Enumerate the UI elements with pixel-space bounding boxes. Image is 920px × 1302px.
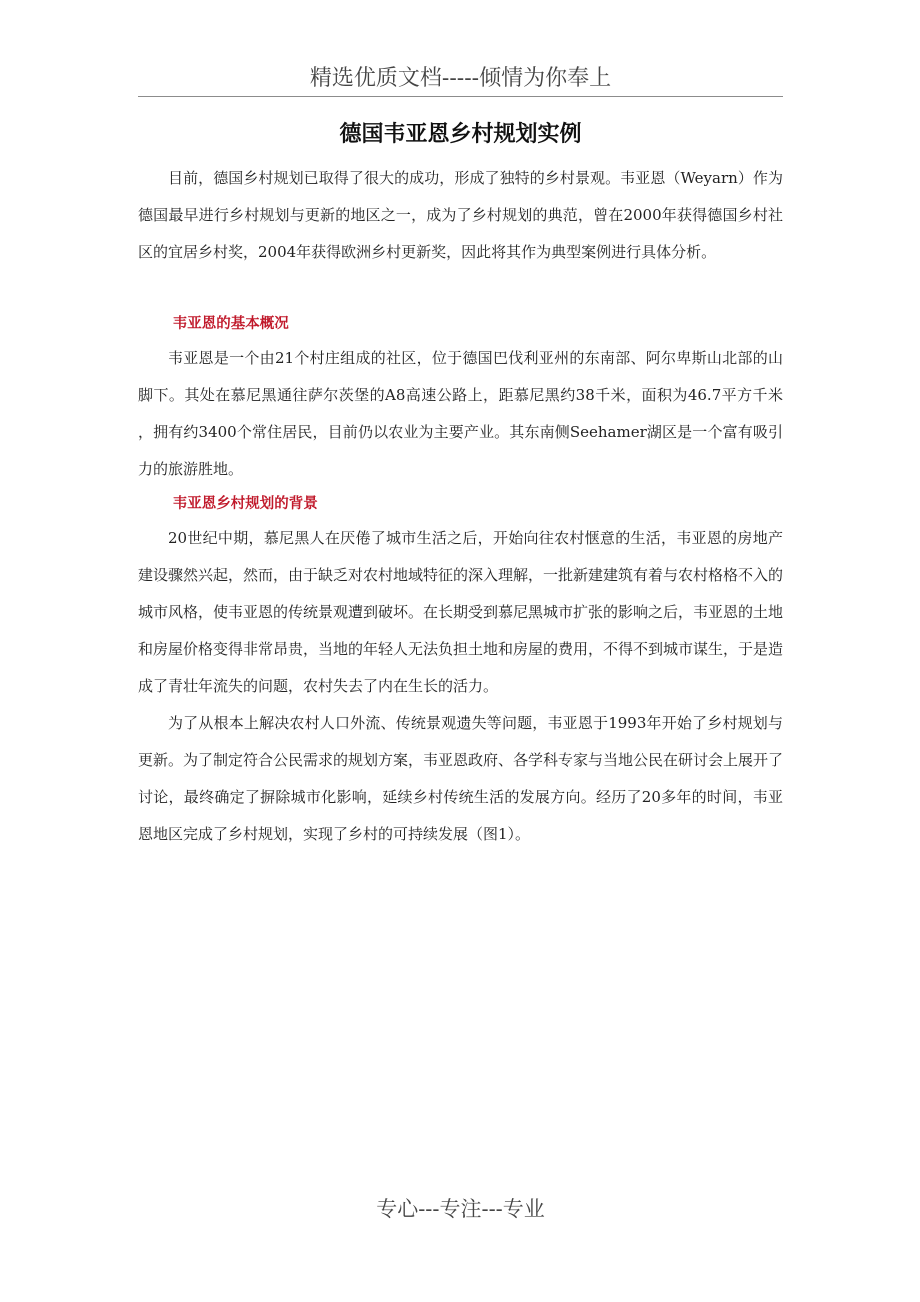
page-header: 精选优质文档-----倾情为你奉上 <box>138 62 783 97</box>
intro-paragraph: 目前，德国乡村规划已取得了很大的成功，形成了独特的乡村景观。韦亚恩（Weyarn）作为德国最早进行乡村规划与更新的地区之一，成为了乡村规划的典范，曾在2000年获得德国乡村社区的宜居乡村奖，2004年获得欧洲乡村更新奖，因此将其作为典型案例进行具体分析。 <box>138 169 783 261</box>
section-heading-background: 韦亚恩乡村规划的背景 <box>172 495 318 512</box>
overview-paragraph: 韦亚恩是一个由21个村庄组成的社区，位于德国巴伐利亚州的东南部、阿尔卑斯山北部的山脚下。其处在慕尼黑通往萨尔茨堡的A8高速公路上，距慕尼黑约38千米，面积为46.7平方千米 ，拥有约3400个常住居民，目前仍以农业为主要产业。其东南侧Seehamer湖区是一个富有吸引力的旅游胜地。 <box>138 349 783 478</box>
document-title: 德国韦亚恩乡村规划实例 <box>339 121 582 147</box>
page-footer: 专心---专注---专业 <box>376 1197 545 1221</box>
background-paragraph-1: 20世纪中期，慕尼黑人在厌倦了城市生活之后，开始向往农村惬意的生活，韦亚恩的房地产建设骤然兴起，然而，由于缺乏对农村地域特征的深入理解，一批新建建筑有着与农村格格不入的城市风格，使韦亚恩的传统景观遭到破坏。在长期受到慕尼黑城市扩张的影响之后，韦亚恩的土地和房屋价格变得非常昂贵，当地的年轻人无法负担土地和房屋的费用，不得不到城市谋生，于是造成了青壮年流失的问题，农村失去了内在生长的活力。 <box>138 529 784 695</box>
section-heading-overview: 韦亚恩的基本概况 <box>172 315 289 332</box>
background-paragraph-2: 为了从根本上解决农村人口外流、传统景观遗失等问题，韦亚恩于1993年开始了乡村规划与更新。为了制定符合公民需求的规划方案，韦亚恩政府、各学科专家与当地公民在研讨会上展开了讨论，最终确定了摒除城市化影响，延续乡村传统生活的发展方向。经历了20多年的时间，韦亚恩地区完成了乡村规划，实现了乡村的可持续发展（图1）。 <box>138 714 784 843</box>
